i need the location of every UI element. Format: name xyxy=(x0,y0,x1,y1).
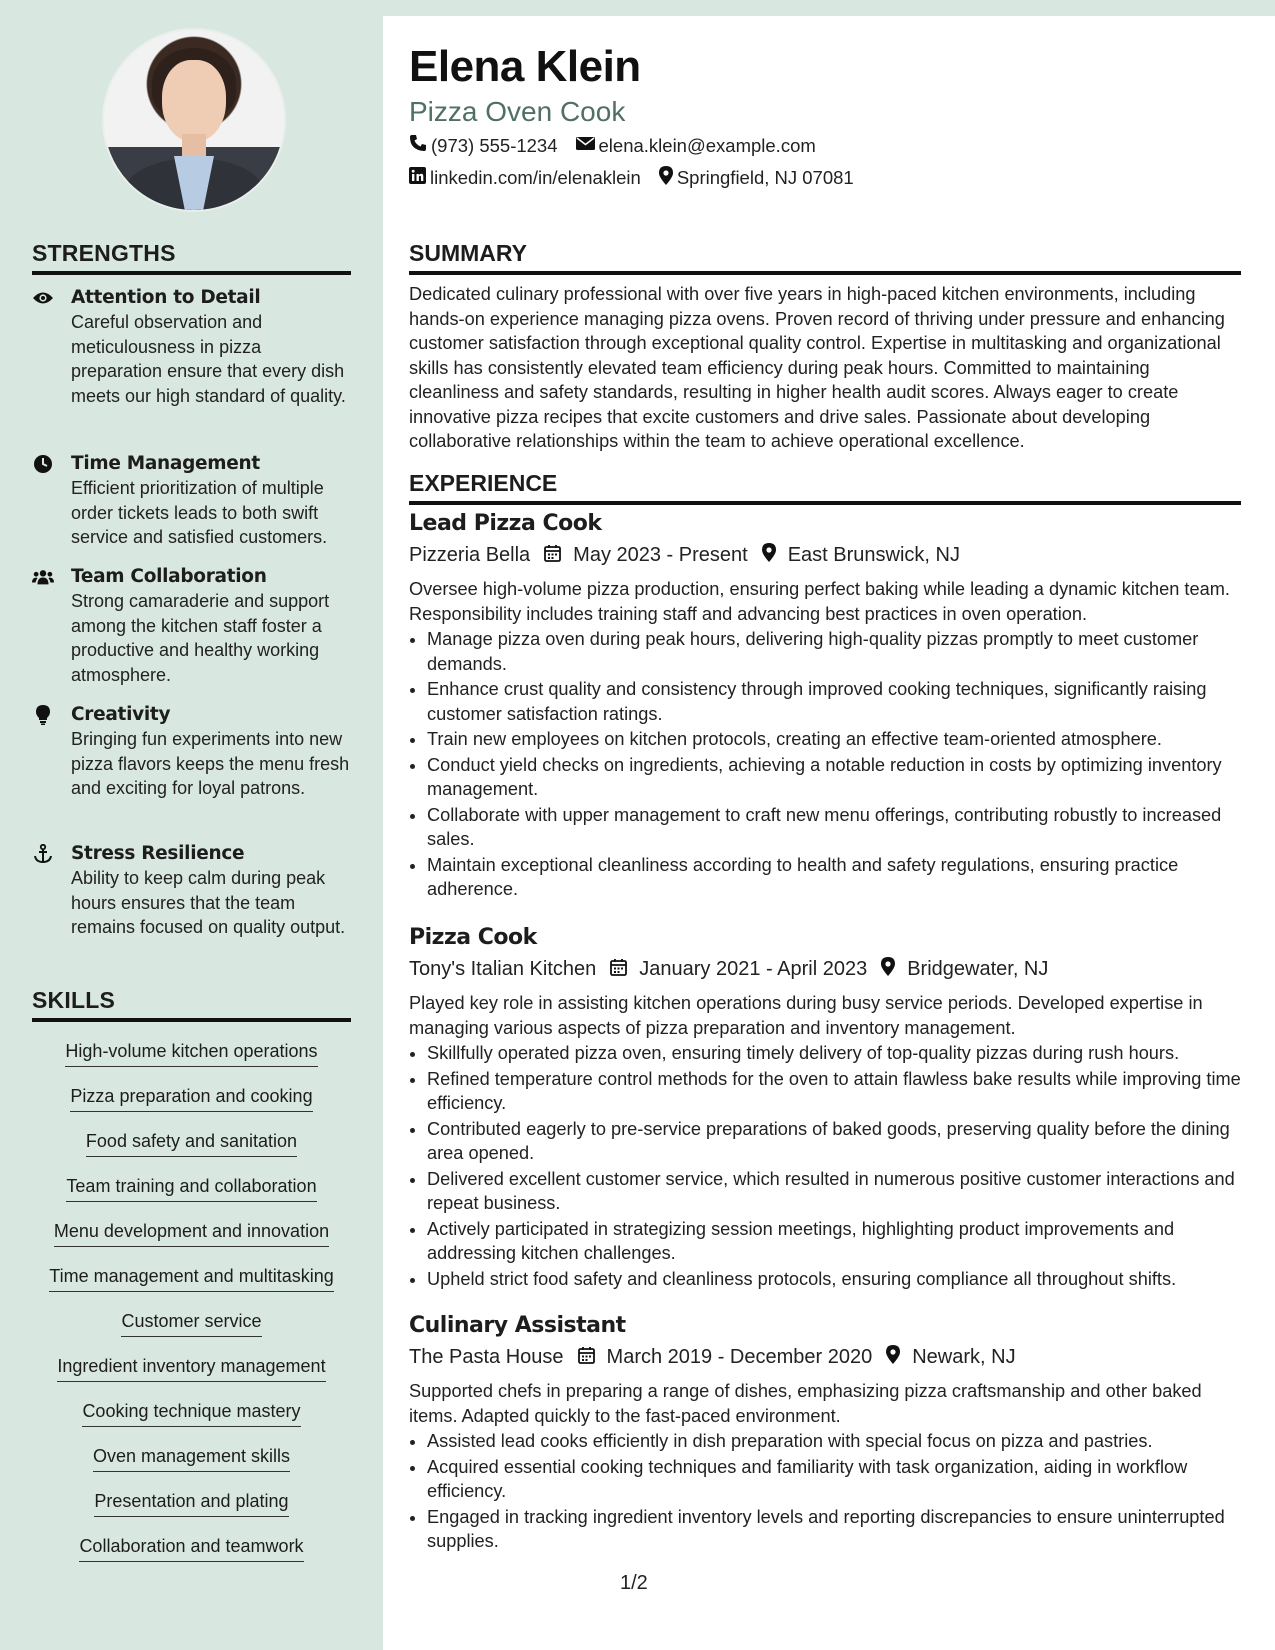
job-company: Pizzeria Bella xyxy=(409,543,531,566)
map-pin-icon xyxy=(881,957,895,981)
strength-desc: Efficient prioritization of multiple order tickets leads to both swift service and satisfied customers. xyxy=(71,478,328,547)
list-item: • Enhance crust quality and consistency through improved cooking techniques, significantly raising customer satisfaction ratings. xyxy=(427,677,1259,726)
skill-item: Ingredient inventory management xyxy=(32,1354,351,1382)
job-location: Bridgewater, NJ xyxy=(907,957,1049,980)
list-item: • Maintain exceptional cleanliness according to health and safety regulations, ensuring practice adherence. xyxy=(427,853,1259,902)
job-bullets xyxy=(409,1041,1259,1292)
job-location: East Brunswick, NJ xyxy=(787,543,960,566)
candidate-name: Elena Klein xyxy=(409,42,641,91)
job-company: The Pasta House xyxy=(409,1345,564,1368)
job-desc: Played key role in assisting kitchen operations during busy service periods. Developed expertise in managing various aspects of pizza preparation and inventory management. xyxy=(409,993,1203,1038)
strength-desc: Bringing fun experiments into new pizza flavors keeps the menu fresh and exciting for loyal patrons. xyxy=(71,729,350,798)
strength-item xyxy=(32,703,352,801)
map-pin-icon xyxy=(762,543,776,567)
strength-item xyxy=(32,452,352,550)
users-icon xyxy=(32,567,54,587)
list-item: • Contributed eagerly to pre-service preparations of baked goods, preserving quality before the dining area opened. xyxy=(427,1117,1259,1166)
job-meta xyxy=(409,543,960,567)
job-meta xyxy=(409,1345,1016,1369)
list-item: • Acquired essential cooking techniques and familiarity with task organization, aiding in workflow efficiency. xyxy=(427,1455,1259,1504)
job-dates: January 2021 - April 2023 xyxy=(639,957,868,980)
skill-item: Pizza preparation and cooking xyxy=(32,1084,351,1112)
strength-desc: Careful observation and meticulousness in pizza preparation ensure that every dish meets our high standard of quality. xyxy=(71,312,346,406)
job-bullets xyxy=(409,627,1259,903)
job-company: Tony's Italian Kitchen xyxy=(409,957,597,980)
map-pin-icon xyxy=(659,166,673,190)
lightbulb-icon xyxy=(32,705,54,725)
list-item: • Engaged in tracking ingredient inventory levels and reporting discrepancies to ensure uninterrupted supplies. xyxy=(427,1505,1259,1554)
list-item: • Actively participated in strategizing session meetings, highlighting product improvements and addressing kitchen challenges. xyxy=(427,1217,1259,1266)
list-item: • Refined temperature control methods for the oven to attain flawless bake results while improving time efficiency. xyxy=(427,1067,1259,1116)
contact-row xyxy=(409,134,834,157)
clock-icon xyxy=(32,454,54,474)
skill-item: Oven management skills xyxy=(32,1444,351,1472)
summary-text: Dedicated culinary professional with over five years in high-paced kitchen environments, including hands-on experience managing pizza ovens. Proven record of thriving under pressure and enhancing customer satisfaction through exceptional quality control. Expertise in multitasking and organizational skills has consistently elevated team efficiency during peak hours. Committed to maintaining cleanliness and safety standards, resulting in higher health audit scores. Always eager to create innovative pizza recipes that excite customers and drive sales. Passionate about developing collaborative relationships within the team to achieve operational excellence. xyxy=(409,284,1225,451)
job-location: Newark, NJ xyxy=(912,1345,1016,1368)
strength-item xyxy=(32,842,352,940)
email-link[interactable]: elena.klein@example.com xyxy=(598,134,816,156)
list-item: • Conduct yield checks on ingredients, achieving a notable reduction in costs by optimizing inventory management. xyxy=(427,753,1259,802)
strength-title: Stress Resilience xyxy=(71,843,245,864)
location-text: Springfield, NJ 07081 xyxy=(676,167,854,188)
eye-icon xyxy=(32,288,54,308)
skill-item: Collaboration and teamwork xyxy=(32,1534,351,1562)
contact-row xyxy=(409,166,872,190)
strength-title: Team Collaboration xyxy=(71,566,267,587)
list-item: • Assisted lead cooks efficiently in dish preparation with special focus on pizza and pastries. xyxy=(427,1429,1259,1454)
list-item: • Skillfully operated pizza oven, ensuring timely delivery of top-quality pizzas during rush hours. xyxy=(427,1041,1259,1066)
job-desc: Supported chefs in preparing a range of dishes, emphasizing pizza craftsmanship and other baked items. Adapted quickly to the fast-paced environment. xyxy=(409,1381,1202,1426)
anchor-icon xyxy=(32,844,54,864)
job-title: Culinary Assistant xyxy=(409,1313,626,1338)
linkedin-icon xyxy=(409,167,426,189)
phone-icon xyxy=(409,134,427,157)
job-dates: March 2019 - December 2020 xyxy=(606,1345,873,1368)
strengths-heading: STRENGTHS xyxy=(32,240,351,275)
list-item: • Train new employees on kitchen protocols, creating an effective team-oriented atmosphere. xyxy=(427,727,1259,752)
job-meta xyxy=(409,957,1048,981)
strength-title: Time Management xyxy=(71,453,260,474)
strength-title: Creativity xyxy=(71,704,171,725)
experience-heading: EXPERIENCE xyxy=(409,470,1241,505)
map-pin-icon xyxy=(886,1345,900,1369)
job-title: Lead Pizza Cook xyxy=(409,511,602,536)
strength-item xyxy=(32,286,352,408)
skill-item: Time management and multitasking xyxy=(32,1264,351,1292)
skill-item: Cooking technique mastery xyxy=(32,1399,351,1427)
profile-photo xyxy=(102,28,286,212)
skill-item: Presentation and plating xyxy=(32,1489,351,1517)
calendar-icon xyxy=(610,958,627,981)
skill-item: Customer service xyxy=(32,1309,351,1337)
list-item: • Delivered excellent customer service, which resulted in numerous positive customer interactions and repeat business. xyxy=(427,1167,1259,1216)
linkedin-contact[interactable] xyxy=(409,167,641,189)
list-item: • Manage pizza oven during peak hours, delivering high-quality pizzas promptly to meet customer demands. xyxy=(427,627,1259,676)
phone-text: (973) 555-1234 xyxy=(431,134,558,156)
strength-item xyxy=(32,565,352,687)
envelope-icon xyxy=(576,136,595,156)
strength-desc: Strong camaraderie and support among the kitchen staff foster a productive and healthy working atmosphere. xyxy=(71,591,330,685)
job-desc: Oversee high-volume pizza production, ensuring perfect baking while leading a dynamic kitchen team. Responsibility includes training staff and advancing best practices in oven operation. xyxy=(409,579,1230,624)
phone-contact xyxy=(409,134,558,157)
skill-item: High-volume kitchen operations xyxy=(32,1039,351,1067)
skill-item: Menu development and innovation xyxy=(32,1219,351,1247)
email-contact[interactable] xyxy=(576,135,816,157)
skill-item: Food safety and sanitation xyxy=(32,1129,351,1157)
job-dates: May 2023 - Present xyxy=(573,543,748,566)
skills-heading: SKILLS xyxy=(32,987,351,1022)
location-contact xyxy=(659,166,854,190)
calendar-icon xyxy=(544,544,561,567)
candidate-role: Pizza Oven Cook xyxy=(409,96,626,127)
list-item: • Upheld strict food safety and cleanliness protocols, ensuring compliance all throughout shifts. xyxy=(427,1267,1259,1292)
job-title: Pizza Cook xyxy=(409,925,537,950)
list-item: • Collaborate with upper management to craft new menu offerings, contributing robustly to increased sales. xyxy=(427,803,1259,852)
strength-title: Attention to Detail xyxy=(71,287,261,308)
page-number: 1/2 xyxy=(620,1572,648,1594)
job-bullets xyxy=(409,1429,1259,1555)
summary-heading: SUMMARY xyxy=(409,240,1241,275)
linkedin-link[interactable]: linkedin.com/in/elenaklein xyxy=(430,167,641,188)
calendar-icon xyxy=(578,1346,595,1369)
skill-item: Team training and collaboration xyxy=(32,1174,351,1202)
strength-desc: Ability to keep calm during peak hours ensures that the team remains focused on quality output. xyxy=(71,868,346,937)
